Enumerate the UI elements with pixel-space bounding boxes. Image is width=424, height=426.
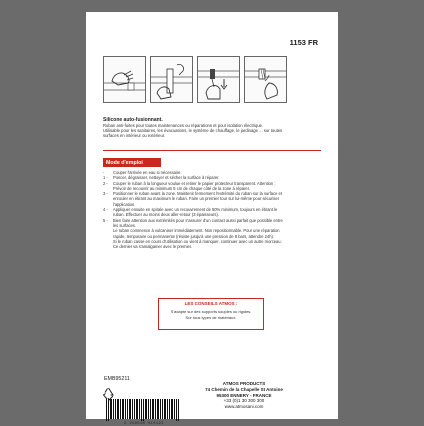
step1-hand-sanding-icon (103, 56, 146, 103)
step3-hand-wrapping-icon (197, 56, 240, 103)
instructions-list (103, 170, 325, 249)
barcode-icon (105, 399, 181, 421)
step-number: 4 - (103, 207, 108, 213)
step-text: Le ruban commence à vulcaniser immédiatement. Non repositionnable. Pour une réparation (113, 228, 280, 234)
step2-hand-cutting-tape-icon (150, 56, 193, 103)
tips-line: S'adapte sur des supports souples ou rigides. (170, 309, 252, 314)
step-number: 1 - (103, 175, 108, 181)
instruction-step (103, 207, 325, 218)
step-text: rapide, temporaire ou permanente (résiste jusqu'à une pression de 8 bars, attendre 24h). (113, 233, 274, 239)
product-card (86, 12, 338, 426)
tips-box (158, 298, 264, 330)
step-text: Bien faire attention aux extrémités pour s'assurer d'un contact aussi parfait que possible entre (113, 217, 283, 223)
barcode-number: 3 259548 014122 (124, 422, 164, 426)
step-text: Couper le ruban à la longueur voulue et retirer le papier protecteur transparent. Attention : (113, 180, 276, 186)
product-code: 1153 FR (289, 38, 318, 47)
step-text: ruban. Effectuer au moins deux aller-retour (3 épaisseurs). (113, 212, 219, 218)
reference-code: EMB95211 (104, 376, 130, 382)
step-text: Appliquer ensuite en spirale avec un recouvrement de 50% minimum, toujours en étirant le (113, 207, 278, 213)
step-text: Poncer, dégraisser, nettoyer et sécher la surface à réparer. (113, 175, 220, 181)
product-heading: Silicone auto-fusionnant. (103, 117, 163, 123)
step-number: 3 - (103, 191, 108, 197)
instruction-step (103, 191, 325, 207)
instruction-step (103, 181, 325, 192)
step-text: Couper l'arrivée en eau si nécessaire. (113, 170, 182, 175)
step-text: Ce dernier va s'amalgamer avec le premier. (113, 244, 193, 250)
company-address (189, 381, 299, 410)
company-name: ATMOS PRODUCTS (222, 381, 266, 386)
divider (103, 150, 321, 151)
step-text: Prévoir de recouvrir au minimum 5 cm de chaque côté de la zone à réparer. (113, 185, 250, 191)
mode-emploi-badge (103, 158, 161, 167)
step-text: Si le ruban casse en cours d'utilisation ou vient à manquer, continuer avec un autre morceau. (113, 238, 282, 244)
step-number: 5 - (103, 217, 108, 223)
step-text: Positionner le ruban avant la zone. Maintenir fermement l'extrémité du ruban sur la surface et (113, 191, 282, 197)
company-street: 74 Chemin de la Chapelle St Antoine (205, 386, 283, 392)
step-text: les surfaces. (113, 222, 136, 228)
step-number: 2 - (103, 180, 108, 186)
description-line: surfaces en intérieur ou extérieur. (103, 133, 166, 139)
step4-hand-spiral-wrap-icon (244, 56, 287, 103)
instruction-step (103, 218, 325, 250)
product-description (103, 123, 323, 138)
description-line: Ruban anti-fuites pour toutes maintenances ou réparations et pour isolation électrique. (103, 123, 264, 128)
step-text: l'application. (113, 201, 136, 207)
company-website: www.atmosani.com (224, 404, 264, 410)
mode-emploi-label: Mode d'emploi (106, 159, 143, 166)
step-number: - (103, 170, 105, 175)
tips-line: Sur tous types de matériaux. (185, 315, 237, 320)
company-phone: +33 (0)1 30 300 300 (223, 398, 265, 404)
instruction-illustrations (103, 56, 287, 103)
company-city: 95300 ENNERY - FRANCE (216, 392, 272, 398)
step-text: enrouler en étirant au maximum le ruban. Faire un premier tour sur lui-même pour sécuriser (113, 196, 280, 202)
tips-title: LES CONSEILS ATMOS : (184, 301, 238, 306)
description-line: Utilisable pour les sanitaires, les évacuations, le système de chauffage, le jardinage ... sur toutes (103, 128, 283, 134)
